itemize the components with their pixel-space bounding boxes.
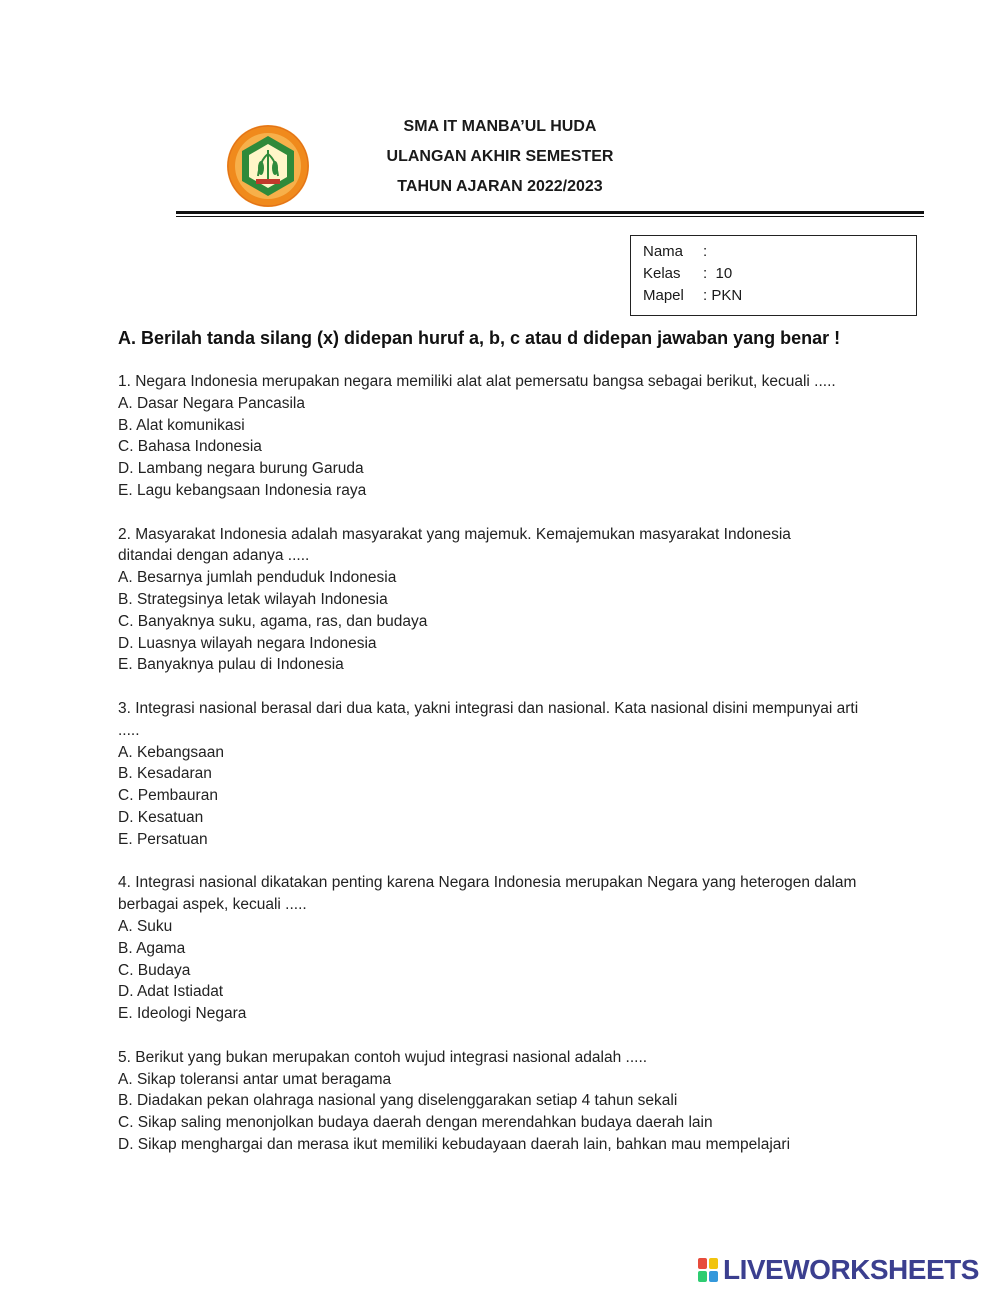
answer-option[interactable]: C. Budaya xyxy=(118,961,191,979)
identity-row xyxy=(643,263,904,285)
answer-option[interactable]: D. Lambang negara burung Garuda xyxy=(118,460,364,478)
academic-year: TAHUN AJARAN 2022/2023 xyxy=(397,178,603,195)
answer-option[interactable]: C. Banyaknya suku, agama, ras, dan budaya xyxy=(118,612,428,630)
identity-value: : 10 xyxy=(703,265,733,282)
watermark-text: LIVEWORKSHEETS xyxy=(723,1254,979,1285)
section-instruction: A. Berilah tanda silang (x) didepan huruf a, b, c atau d didepan jawaban yang benar ! xyxy=(118,328,841,348)
answer-option[interactable]: D. Luasnya wilayah negara Indonesia xyxy=(118,634,377,652)
answer-option[interactable]: C. Pembauran xyxy=(118,787,218,805)
identity-row xyxy=(643,285,904,307)
answer-option[interactable]: A. Dasar Negara Pancasila xyxy=(118,394,305,412)
answer-option[interactable]: A. Besarnya jumlah penduduk Indonesia xyxy=(118,569,397,587)
question-text: 1. Negara Indonesia merupakan negara memiliki alat alat pemersatu bangsa sebagai berikut, kecuali ..... xyxy=(118,373,836,390)
answer-option[interactable]: B. Alat komunikasi xyxy=(118,416,245,434)
answer-option[interactable]: D. Kesatuan xyxy=(118,808,204,826)
answer-option[interactable]: B. Diadakan pekan olahraga nasional yang diselenggarakan setiap 4 tahun sekali xyxy=(118,1092,678,1110)
question-block xyxy=(118,1047,888,1156)
identity-label: Mapel xyxy=(643,287,684,304)
answer-option[interactable]: D. Sikap menghargai dan merasa ikut memiliki kebudayaan daerah lain, bahkan mau mempelajari xyxy=(118,1135,791,1153)
answer-option[interactable]: C. Sikap saling menonjolkan budaya daerah dengan merendahkan budaya daerah lain xyxy=(118,1114,713,1132)
school-emblem-icon xyxy=(226,124,310,208)
exam-header xyxy=(300,112,700,202)
exam-title: ULANGAN AKHIR SEMESTER xyxy=(386,148,614,165)
identity-value: : PKN xyxy=(703,287,743,304)
answer-option[interactable]: E. Lagu kebangsaan Indonesia raya xyxy=(118,481,367,499)
answer-option[interactable]: B. Strategsinya letak wilayah Indonesia xyxy=(118,590,388,608)
header-divider-thin xyxy=(176,216,924,217)
liveworksheets-watermark xyxy=(697,1253,979,1287)
answer-option[interactable]: A. Kebangsaan xyxy=(118,743,225,761)
answer-option[interactable]: E. Persatuan xyxy=(118,830,208,848)
question-list xyxy=(118,371,888,1177)
answer-option[interactable]: B. Agama xyxy=(118,939,186,957)
question-text: 2. Masyarakat Indonesia adalah masyarakat yang majemuk. Kemajemukan masyarakat Indonesia ditandai dengan adanya ..... xyxy=(118,525,791,565)
question-block xyxy=(118,524,888,677)
answer-option[interactable]: B. Kesadaran xyxy=(118,765,212,783)
identity-row xyxy=(643,241,904,263)
question-block xyxy=(118,371,888,502)
answer-option[interactable]: D. Adat Istiadat xyxy=(118,983,224,1001)
answer-option[interactable]: A. Sikap toleransi antar umat beragama xyxy=(118,1070,392,1088)
question-block xyxy=(118,698,888,851)
answer-option[interactable]: E. Ideologi Negara xyxy=(118,1005,247,1023)
answer-option[interactable]: E. Banyaknya pulau di Indonesia xyxy=(118,656,344,674)
question-text: 5. Berikut yang bukan merupakan contoh wujud integrasi nasional adalah ..... xyxy=(118,1048,648,1066)
identity-value: : xyxy=(703,243,708,260)
question-text: 3. Integrasi nasional berasal dari dua kata, yakni integrasi dan nasional. Kata nasional disini mempunyai arti ..... xyxy=(118,699,859,739)
student-identity-box xyxy=(630,235,917,316)
header-divider-thick xyxy=(176,211,924,214)
identity-label: Kelas xyxy=(643,265,681,282)
school-name: SMA IT MANBA’UL HUDA xyxy=(403,118,597,135)
question-block xyxy=(118,872,888,1025)
question-text: 4. Integrasi nasional dikatakan penting karena Negara Indonesia merupakan Negara yang heterogen dalam berbagai aspek, kecuali ..... xyxy=(118,874,857,914)
answer-option[interactable]: A. Suku xyxy=(118,917,173,935)
identity-label: Nama xyxy=(643,243,684,260)
liveworksheets-blocks-icon xyxy=(697,1257,719,1283)
answer-option[interactable]: C. Bahasa Indonesia xyxy=(118,438,262,456)
